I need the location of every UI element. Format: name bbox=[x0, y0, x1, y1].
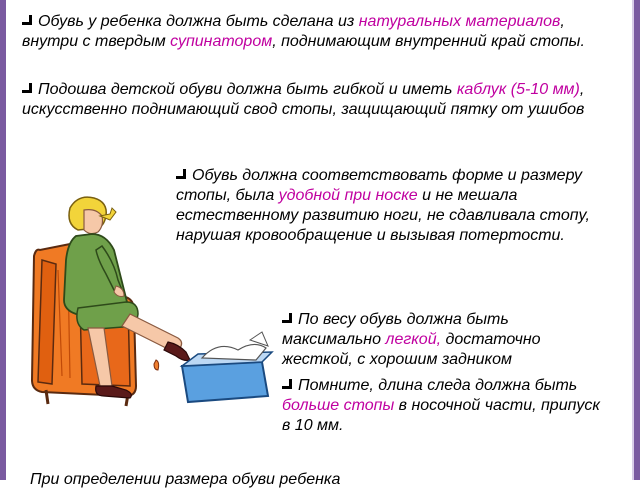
right-frame-border bbox=[634, 0, 640, 480]
checkbox-bullet-icon bbox=[22, 83, 32, 93]
checkbox-bullet-icon bbox=[22, 15, 32, 25]
highlighted-text: натуральных материалов bbox=[358, 13, 561, 30]
highlighted-text: больше стопы bbox=[282, 397, 395, 414]
paragraph-length bbox=[282, 376, 612, 436]
checkbox-bullet-icon bbox=[176, 169, 186, 179]
checkbox-bullet-icon bbox=[282, 379, 292, 389]
paragraph-text: Подошва детской обуви должна быть гибкой и иметь bbox=[38, 81, 457, 98]
paragraph-text: , искусственно поднимающий свод стопы, защищающий пятку от ушибов bbox=[22, 81, 585, 118]
paragraph-text: достаточно жесткой, с хорошим задником bbox=[282, 331, 541, 368]
paragraph-weight bbox=[282, 310, 612, 370]
left-frame-border bbox=[0, 0, 6, 480]
paragraph-text: Помните, длина следа должна быть bbox=[298, 377, 578, 394]
checkbox-bullet-icon bbox=[282, 313, 292, 323]
paragraph-text: в носочной части, припуск в 10 мм. bbox=[282, 397, 600, 434]
paragraph-text: и не мешала естественному развитию ноги, не сдавливала стопу, нарушая кровообращение и вызывая потертости. bbox=[176, 187, 590, 244]
paragraph-text: , внутри с твердым bbox=[22, 13, 565, 50]
paragraph-text: По весу обувь должна быть максимально bbox=[282, 311, 509, 348]
paragraph-text: , поднимающим внутренний край стопы. bbox=[272, 33, 585, 50]
shoe-box-icon bbox=[182, 332, 272, 402]
paragraph-text: Обувь должна соответствовать форме и размеру стопы, была bbox=[176, 167, 582, 204]
highlighted-text: супинатором bbox=[170, 33, 273, 50]
paragraph-text: Обувь у ребенка должна быть сделана из bbox=[38, 13, 359, 30]
paragraph-natural-materials bbox=[22, 12, 602, 52]
paragraph-flexible-sole bbox=[22, 80, 602, 120]
woman-trying-shoes-illustration bbox=[18, 190, 278, 420]
bottom-text: При определении размера обуви ребенка bbox=[30, 471, 341, 488]
highlighted-text: удобной при носке bbox=[278, 187, 418, 204]
highlighted-text: легкой, bbox=[385, 331, 442, 348]
highlighted-text: каблук (5-10 мм) bbox=[456, 81, 580, 98]
